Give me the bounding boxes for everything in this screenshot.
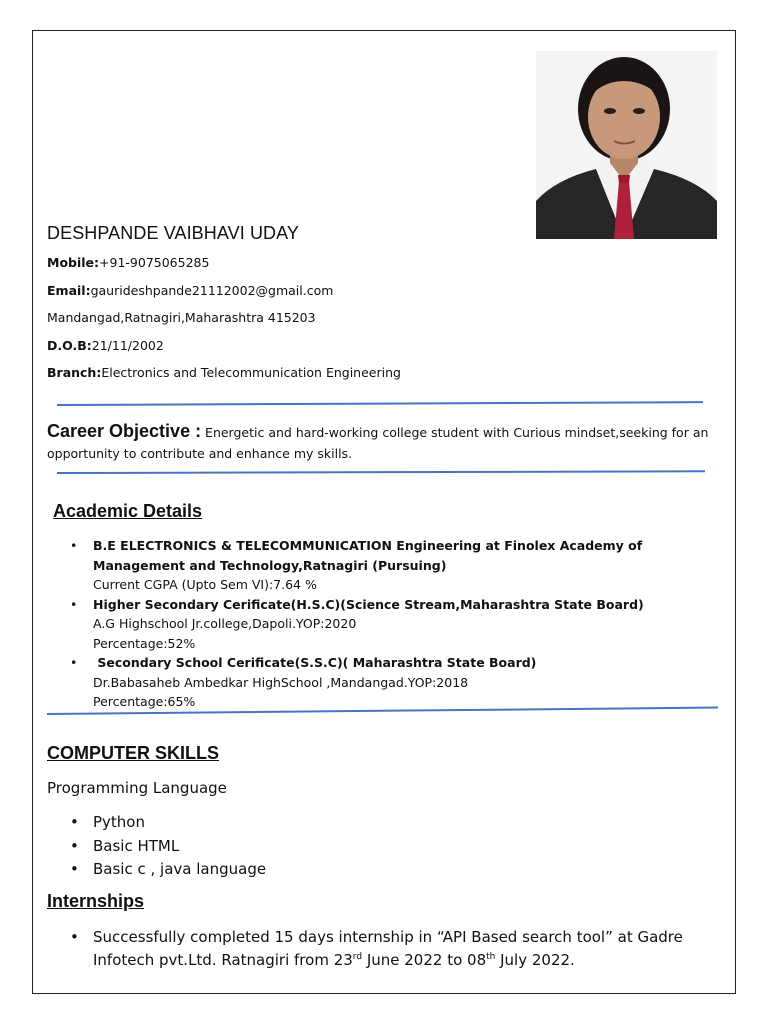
computer-skills-title: COMPUTER SKILLS: [47, 743, 220, 763]
address-value: Mandangad,Ratnagiri,Maharashtra 415203: [47, 310, 316, 325]
internship-sup: th: [486, 952, 496, 962]
divider-rule: [57, 470, 705, 474]
academic-item-detail: Percentage:65%: [93, 694, 196, 709]
skill-item: [70, 858, 266, 882]
address-line: [47, 310, 316, 325]
academic-list: [70, 536, 710, 712]
profile-photo: [536, 51, 717, 239]
skill-label: Basic c , java language: [93, 860, 267, 878]
bullet-icon: •: [70, 655, 78, 670]
academic-item-detail: Dr.Babasaheb Ambedkar HighSchool ,Mandangad.YOP:2018: [93, 674, 469, 690]
resume-page: [32, 30, 736, 994]
internship-sup: rd: [352, 952, 363, 962]
academic-item-detail: Percentage:52%: [93, 635, 196, 651]
internship-text: June 2022 to 08: [362, 951, 487, 969]
mobile-label: Mobile:: [47, 255, 100, 270]
internships-list: [70, 926, 710, 972]
divider-rule: [57, 401, 703, 406]
academic-item-detail: Current CGPA (Upto Sem VI):7.64 %: [93, 577, 317, 592]
dob-value: 21/11/2002: [91, 338, 164, 353]
internship-text: July 2022.: [495, 951, 575, 969]
career-objective-heading: Career Objective :: [47, 421, 202, 441]
candidate-name: DESHPANDE VAIBHAVI UDAY: [47, 223, 300, 243]
internship-item: [70, 926, 710, 972]
career-objective-text: Energetic and hard-working college student with Curious mindset,seeking for an opportunity to contribute and enhance my skills.: [47, 425, 709, 461]
skill-item: [70, 835, 266, 859]
academic-item: [70, 653, 710, 712]
academic-details-title: Academic Details: [53, 501, 203, 521]
skill-item: [70, 811, 266, 835]
programming-language-label: Programming Language: [47, 779, 227, 797]
internship-text: Successfully completed 15 days internship in “API Based search tool” at Gadre Infotech pvt.Ltd. Ratnagiri from 23: [93, 928, 683, 969]
dob-label: D.O.B:: [47, 338, 92, 353]
email-line: [47, 283, 333, 298]
career-objective: [47, 421, 717, 464]
branch-line: [47, 365, 401, 380]
bullet-icon: •: [70, 813, 79, 831]
internships-title: Internships: [47, 891, 145, 911]
email-value: gaurideshpande21112002@gmail.com: [90, 283, 334, 298]
academic-item-detail: A.G Highschool Jr.college,Dapoli.YOP:2020: [93, 616, 357, 631]
dob-line: [47, 338, 164, 353]
mobile-value: +91-9075065285: [99, 255, 210, 270]
academic-item: [70, 595, 710, 654]
branch-label: Branch:: [47, 365, 102, 380]
profile-photo-image: [536, 51, 717, 239]
email-label: Email:: [47, 283, 91, 298]
academic-item: [70, 536, 710, 595]
bullet-icon: •: [70, 860, 79, 878]
branch-value: Electronics and Telecommunication Engineering: [101, 365, 401, 380]
academic-item-heading: Secondary School Cerificate(S.S.C)( Maharashtra State Board): [93, 655, 537, 670]
bullet-icon: •: [70, 836, 79, 855]
mobile-line: [47, 255, 209, 270]
skill-label: Python: [93, 813, 145, 831]
skills-list: [70, 811, 266, 882]
bullet-icon: •: [70, 928, 79, 946]
academic-item-heading: Higher Secondary Cerificate(H.S.C)(Science Stream,Maharashtra State Board): [93, 596, 644, 612]
academic-item-heading: B.E ELECTRONICS & TELECOMMUNICATION Engineering at Finolex Academy of Management and Technology,Ratnagiri (Pursuing): [93, 538, 643, 573]
bullet-icon: •: [70, 596, 78, 612]
bullet-icon: •: [70, 538, 78, 553]
skill-label: Basic HTML: [93, 836, 180, 855]
